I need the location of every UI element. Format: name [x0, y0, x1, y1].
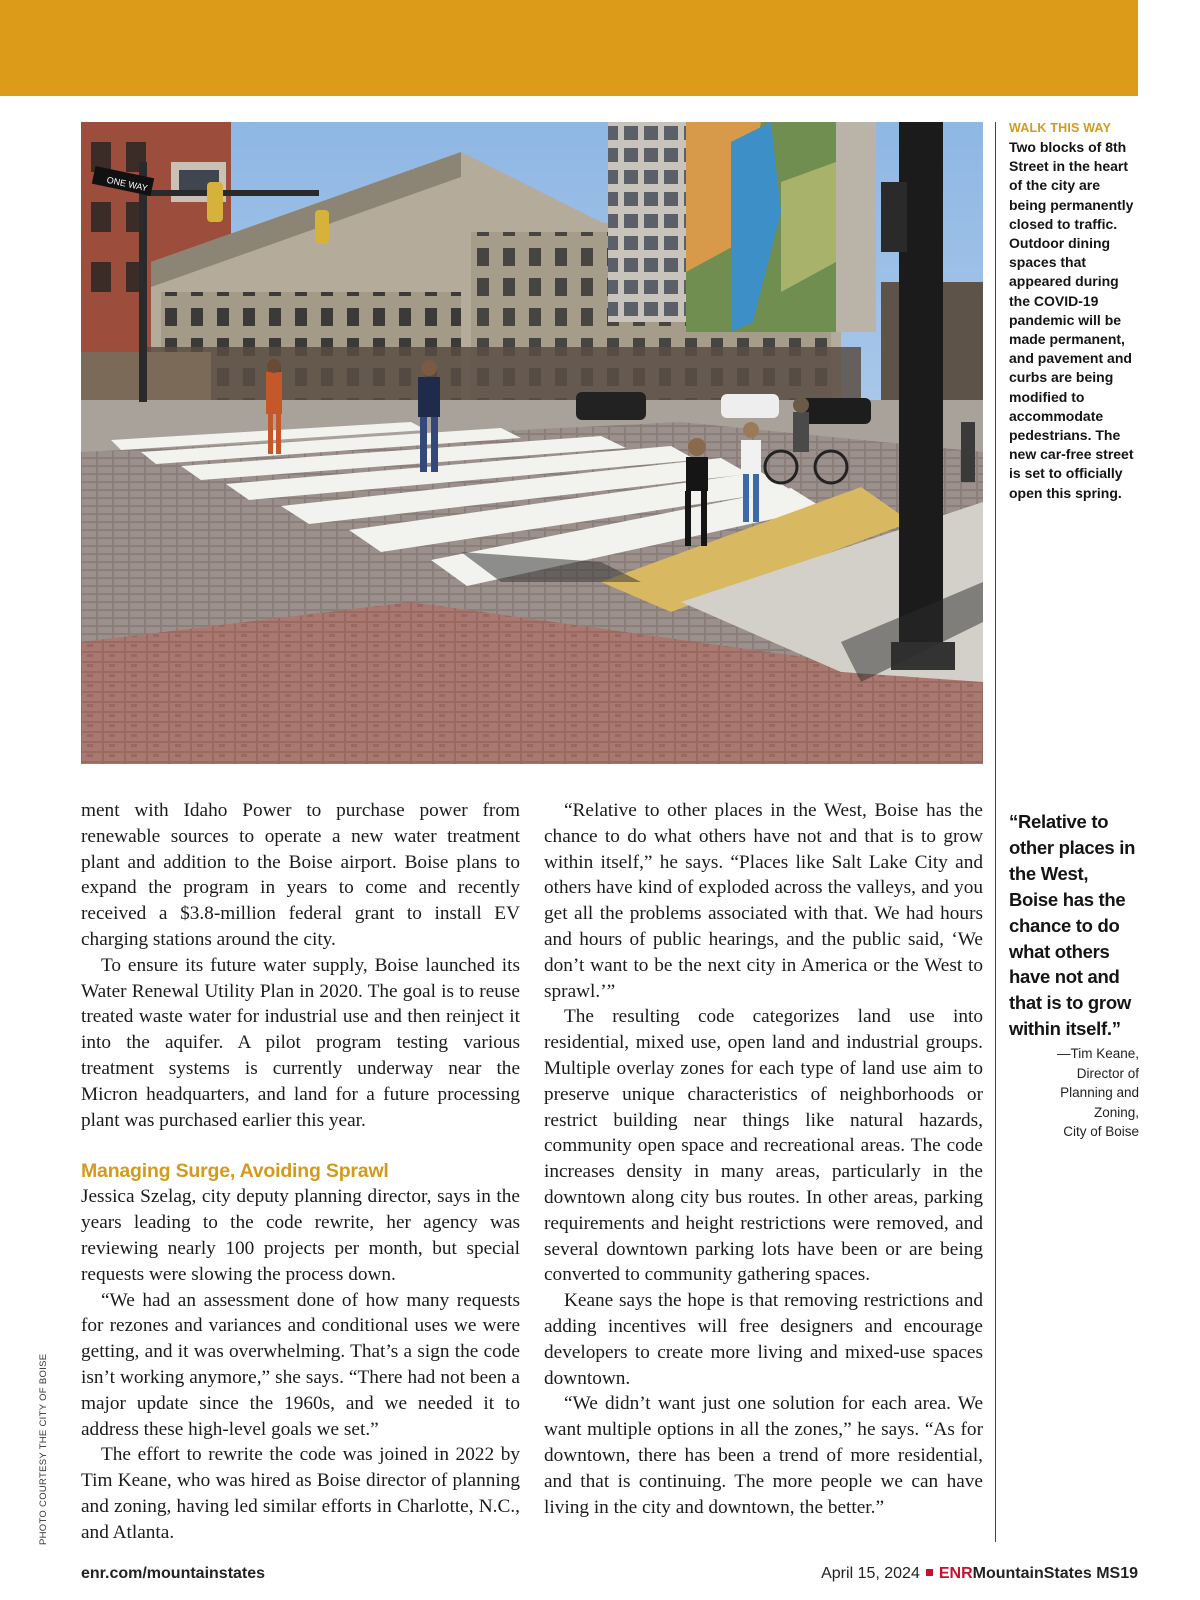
paragraph: To ensure its future water supply, Boise launched its Water Renewal Utility Plan in 2020. The goal is to reuse treated waste water for industrial use and then reinject it into the aquifer. A pilot program testing various treatment systems is currently underway near the Micron headquarters, and land for a future processing plant was purchased earlier this year.: [81, 954, 520, 1131]
photo-credit: PHOTO COURTESY THE CITY OF BOISE: [38, 1353, 49, 1545]
pull-quote-text: “Relative to other places in the West, Boise has the chance to do what others have not and that is to grow within itself.”: [1009, 811, 1136, 1040]
separator-square-icon: [926, 1569, 933, 1576]
caption-kicker: WALK THIS WAY: [1009, 121, 1112, 135]
top-color-band: [0, 0, 1138, 96]
attribution-line: —Tim Keane,: [1056, 1046, 1139, 1062]
column-divider: [995, 122, 996, 1542]
caption-text: Two blocks of 8th Street in the heart of the city are being permanently closed to traffic. Outdoor dining spaces that appeared during the COVID-19 pandemic will be made permanent, and pavement and curbs are being modified to accommodate pedestrians. The new car-free street is set to officially open this spring.: [1009, 139, 1134, 501]
attribution-line: City of Boise: [1063, 1124, 1139, 1140]
attribution-line: Planning and: [1060, 1085, 1139, 1101]
street-photo: [81, 122, 983, 764]
car: [576, 392, 646, 420]
paragraph: “We had an assessment done of how many requests for rezones and variances and conditional uses we were getting, and it was overwhelming. That’s a sign the code isn’t working anymore,” she says. “There had not been a major update since the 1960s, and we needed it to address these high-level goals we set.”: [81, 1289, 520, 1440]
attribution-line: Director of: [1076, 1065, 1139, 1081]
issue-date: April 15, 2024: [821, 1565, 920, 1582]
paragraph: Keane says the hope is that removing restrictions and adding incentives will free designers and encourage developers to create more living and mixed-use spaces downtown.: [544, 1290, 983, 1389]
pull-quote: [1009, 809, 1139, 1142]
photo-caption: [1009, 121, 1139, 503]
footer-url[interactable]: enr.com/mountainstates: [81, 1565, 266, 1582]
paragraph: Jessica Szelag, city deputy planning director, says in the years leading to the code rewrite, her agency was reviewing nearly 100 projects per month, but special requests were slowing the process down.: [81, 1186, 520, 1285]
pull-quote-attribution: [1009, 1044, 1139, 1142]
article-column-right: [544, 798, 983, 1520]
one-way-sign-text: ONE WAY: [105, 174, 149, 194]
page-number: MS19: [1096, 1565, 1138, 1582]
paragraph: The effort to rewrite the code was joined in 2022 by Tim Keane, who was hired as Boise director of planning and zoning, having led similar efforts in Charlotte, N.C., and Atlanta.: [81, 1444, 520, 1543]
brand-name: MountainStates: [972, 1565, 1092, 1582]
brand-enr: ENR: [938, 1565, 973, 1582]
section-heading: Managing Surge, Avoiding Sprawl: [81, 1160, 389, 1183]
paragraph: “Relative to other places in the West, Boise has the chance to do what others have not and that is to grow within itself,” he says. “Places like Salt Lake City and others have kind of exploded across the valleys, and you get all the problems associated with that. We had hours and hours of public hearings, and the public said, ‘We don’t want to be the next city in America or the West to sprawl.’”: [544, 800, 983, 1002]
attribution-line: Zoning,: [1093, 1104, 1139, 1120]
paragraph: ment with Idaho Power to purchase power from renewable sources to operate a new water treatment plant and addition to the Boise airport. Boise plans to expand the program in years to come and recently received a $3.8-million federal grant to install EV charging stations around the city.: [81, 800, 520, 950]
article-column-left: [81, 798, 520, 1546]
paragraph: The resulting code categorizes land use into residential, mixed use, open land and industrial groups. Multiple overlay zones for each type of land use aim to preserve unique characteristics of neighborhoods or restrict building near things like natural hazards, community open space and recreational areas. The code increases density in many areas, particularly in the downtown along city bus routes. In other areas, parking requirements and height restrictions were removed, and several downtown parking lots have been or are being converted to community gathering spaces.: [544, 1006, 983, 1286]
footer-folio: [821, 1565, 1138, 1583]
paragraph: “We didn’t want just one solution for each area. We want multiple options in all the zones,” he says. “As for downtown, there has been a trend of more residential, and that is continuing. The more people we can have living in the city and downtown, the better.”: [544, 1393, 983, 1518]
